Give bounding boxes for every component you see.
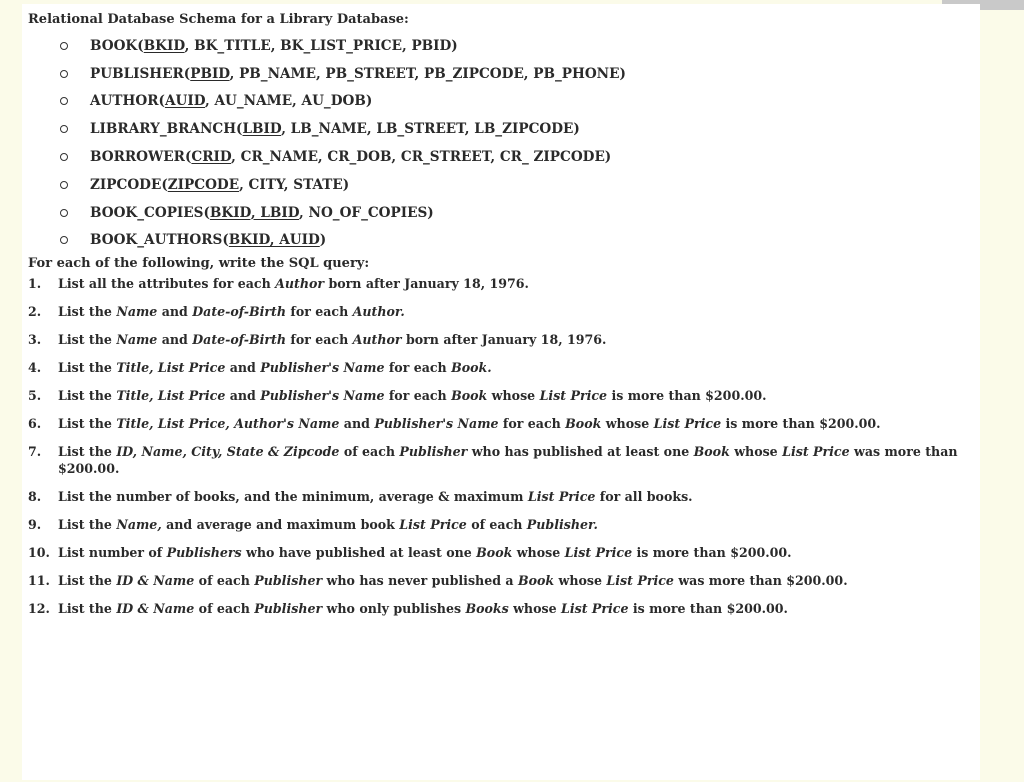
question-text: [58, 415, 976, 432]
table-columns: , LB_NAME, LB_STREET, LB_ZIPCODE): [281, 121, 580, 138]
table-name: BOOK_COPIES(: [90, 204, 210, 221]
question-segment: is more than $200.00.: [632, 545, 792, 561]
question-segment: List the: [58, 416, 117, 432]
question-number: 11.: [28, 573, 50, 589]
primary-key: PBID: [190, 65, 230, 82]
emphasized-term: List Price: [539, 388, 608, 404]
primary-key: AUID: [164, 93, 206, 110]
table-name: BORROWER(: [90, 149, 192, 166]
question-segment: and: [157, 332, 193, 348]
document-content: [28, 11, 976, 617]
question-segment: of each: [466, 517, 527, 533]
question-number: 6.: [28, 416, 42, 432]
bullet-icon: [60, 209, 68, 217]
primary-key: BKID, LBID: [209, 204, 300, 221]
schema-item: [28, 60, 976, 88]
emphasized-term: Book: [517, 573, 555, 589]
question-segment: for each: [384, 388, 452, 404]
question-segment: whose: [512, 545, 565, 561]
emphasized-term: Name: [116, 332, 158, 348]
primary-key: ZIPCODE: [167, 176, 240, 193]
question-item: [28, 331, 976, 348]
question-segment: of each: [194, 601, 255, 617]
bullet-icon: [60, 181, 68, 189]
question-segment: for all books.: [595, 489, 693, 505]
question-segment: List the: [58, 332, 117, 348]
question-item: [28, 443, 976, 477]
question-text: [58, 331, 976, 348]
emphasized-term: Publisher: [254, 601, 323, 617]
schema-item: [28, 143, 976, 171]
emphasized-term: List Price: [527, 489, 596, 505]
table-name: AUTHOR(: [90, 93, 165, 110]
question-segment: and average and maximum book: [161, 517, 400, 533]
emphasized-term: Name: [116, 304, 158, 320]
schema-item: [28, 199, 976, 227]
question-segment: of each: [339, 444, 400, 460]
table-name: LIBRARY_BRANCH(: [90, 121, 243, 138]
question-segment: for each: [498, 416, 566, 432]
question-segment: and: [157, 304, 193, 320]
question-segment: for each: [384, 360, 452, 376]
question-segment: who have published at least one: [241, 545, 477, 561]
emphasized-term: List Price: [782, 444, 850, 460]
emphasized-term: Date-of-Birth: [192, 304, 287, 320]
question-segment: was more than $200.00.: [58, 444, 958, 477]
emphasized-term: Author.: [352, 304, 405, 320]
question-text: [58, 275, 976, 292]
schema-item: [28, 88, 976, 116]
emphasized-term: Book: [693, 444, 730, 460]
schema-text: [90, 121, 580, 137]
question-segment: for each: [286, 332, 353, 348]
schema-list: [28, 32, 976, 254]
question-segment: born after January 18, 1976.: [401, 332, 607, 348]
emphasized-term: Publisher: [254, 573, 323, 589]
question-segment: is more than $200.00.: [607, 388, 767, 404]
question-segment: List the: [58, 304, 117, 320]
primary-key: BKID, AUID: [228, 232, 320, 249]
schema-item: [28, 171, 976, 199]
document-page: [22, 4, 980, 780]
question-segment: List the: [58, 360, 117, 376]
question-item: [28, 572, 976, 589]
emphasized-term: Title, List Price: [116, 388, 226, 404]
question-segment: is more than $200.00.: [628, 601, 788, 617]
emphasized-term: Book.: [451, 360, 492, 376]
question-number: 3.: [28, 332, 42, 348]
schema-item: [28, 227, 976, 255]
table-columns: , NO_OF_COPIES): [299, 204, 434, 221]
question-item: [28, 303, 976, 320]
question-number: 8.: [28, 489, 42, 505]
question-segment: who has never published a: [322, 573, 518, 589]
emphasized-term: ID & Name: [116, 573, 195, 589]
bullet-icon: [60, 42, 68, 50]
emphasized-term: ID, Name, City, State & Zipcode: [116, 444, 340, 460]
primary-key: BKID: [143, 37, 185, 54]
question-item: [28, 415, 976, 432]
question-segment: whose: [487, 388, 540, 404]
emphasized-term: List Price: [399, 517, 467, 533]
question-segment: List the number of books, and the minimum, average & maximum: [58, 489, 528, 505]
schema-text: [90, 93, 372, 109]
question-text: [58, 544, 976, 561]
question-text: [58, 516, 976, 533]
schema-text: [90, 232, 326, 248]
table-columns: ): [319, 232, 327, 249]
bullet-icon: [60, 70, 68, 78]
question-number: 9.: [28, 517, 42, 533]
question-text: [58, 443, 976, 477]
question-item: [28, 516, 976, 533]
question-segment: List the: [58, 444, 117, 460]
question-list: [28, 275, 976, 617]
emphasized-term: Author: [352, 332, 402, 348]
question-number: 4.: [28, 360, 42, 376]
question-segment: whose: [601, 416, 654, 432]
emphasized-term: Title, List Price: [116, 360, 226, 376]
instructions-text: For each of the following, write the SQL query:: [28, 256, 370, 272]
question-number: 5.: [28, 388, 42, 404]
question-text: [58, 303, 976, 320]
question-item: [28, 275, 976, 292]
emphasized-term: ID & Name: [116, 601, 195, 617]
emphasized-term: Author: [275, 276, 325, 292]
question-segment: is more than $200.00.: [721, 416, 881, 432]
question-text: [58, 387, 976, 404]
question-item: [28, 544, 976, 561]
schema-item: [28, 32, 976, 60]
emphasized-term: Publishers: [166, 545, 242, 561]
question-segment: and: [225, 360, 261, 376]
question-text: [58, 600, 976, 617]
question-segment: whose: [554, 573, 607, 589]
bullet-icon: [60, 97, 68, 105]
emphasized-term: Publisher's Name: [260, 388, 385, 404]
question-segment: List the: [58, 388, 117, 404]
table-name: BOOK_AUTHORS(: [90, 232, 229, 249]
primary-key: LBID: [242, 121, 282, 138]
emphasized-term: List Price: [564, 545, 633, 561]
question-segment: was more than $200.00.: [673, 573, 848, 589]
schema-text: [90, 38, 458, 54]
bullet-icon: [60, 236, 68, 244]
table-columns: , BK_TITLE, BK_LIST_PRICE, PBID): [184, 37, 458, 54]
question-item: [28, 600, 976, 617]
emphasized-term: Book: [565, 416, 602, 432]
question-segment: List the: [58, 517, 117, 533]
emphasized-term: Book: [451, 388, 488, 404]
emphasized-term: Publisher's Name: [260, 360, 385, 376]
question-text: [58, 359, 976, 376]
schema-item: [28, 115, 976, 143]
emphasized-term: List Price: [560, 601, 629, 617]
emphasized-term: Book: [476, 545, 513, 561]
question-number: 1.: [28, 276, 42, 292]
emphasized-term: List Price: [653, 416, 722, 432]
emphasized-term: Publisher's Name: [374, 416, 499, 432]
emphasized-term: Name,: [116, 517, 162, 533]
table-columns: , PB_NAME, PB_STREET, PB_ZIPCODE, PB_PHONE): [229, 65, 626, 82]
emphasized-term: Publisher: [399, 444, 468, 460]
emphasized-term: Date-of-Birth: [192, 332, 287, 348]
question-item: [28, 359, 976, 376]
schema-text: [90, 177, 349, 193]
question-number: 2.: [28, 304, 42, 320]
question-segment: born after January 18, 1976.: [324, 276, 529, 292]
question-segment: and: [339, 416, 375, 432]
schema-text: [90, 205, 434, 221]
schema-text: [90, 149, 611, 165]
table-name: PUBLISHER(: [90, 65, 191, 82]
table-columns: , AU_NAME, AU_DOB): [205, 93, 373, 110]
primary-key: CRID: [191, 149, 232, 166]
table-name: BOOK(: [90, 37, 144, 54]
page-title: Relational Database Schema for a Library Database:: [28, 12, 409, 27]
emphasized-term: List Price: [606, 573, 674, 589]
emphasized-term: Books: [465, 601, 509, 617]
question-segment: of each: [194, 573, 255, 589]
bullet-icon: [60, 153, 68, 161]
question-segment: List the: [58, 573, 117, 589]
question-segment: List all the attributes for each: [58, 276, 276, 292]
question-item: [28, 488, 976, 505]
table-name: ZIPCODE(: [90, 176, 168, 193]
schema-text: [90, 66, 626, 82]
table-columns: , CITY, STATE): [239, 176, 350, 193]
question-segment: List number of: [58, 545, 167, 561]
question-segment: who only publishes: [322, 601, 466, 617]
question-text: [58, 572, 976, 589]
question-item: [28, 387, 976, 404]
question-text: [58, 488, 976, 505]
question-segment: whose: [729, 444, 783, 460]
emphasized-term: Publisher.: [526, 517, 598, 533]
question-segment: and: [225, 388, 261, 404]
question-segment: whose: [508, 601, 561, 617]
question-number: 12.: [28, 601, 50, 617]
question-number: 10.: [28, 545, 50, 561]
emphasized-term: Title, List Price, Author's Name: [116, 416, 340, 432]
question-segment: for each: [286, 304, 353, 320]
question-number: 7.: [28, 444, 42, 460]
bullet-icon: [60, 125, 68, 133]
question-segment: List the: [58, 601, 117, 617]
table-columns: , CR_NAME, CR_DOB, CR_STREET, CR_ ZIPCODE): [231, 149, 612, 166]
question-segment: who has published at least one: [467, 444, 694, 460]
